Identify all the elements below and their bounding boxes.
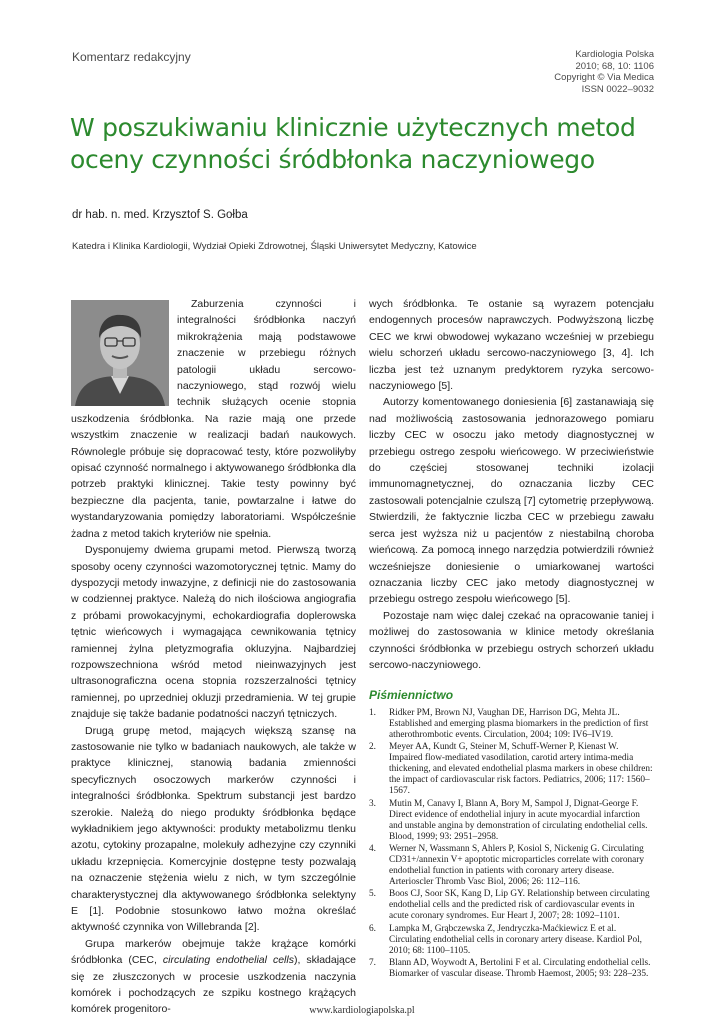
reference-item (369, 708, 654, 741)
article-title (70, 112, 670, 176)
reference-number: 3. (369, 798, 376, 809)
author-name: dr hab. n. med. Krzysztof S. Gołba (72, 209, 248, 221)
reference-text: Blann AD, Woywodt A, Bertolini F et al. Circulating endothelial cells. Biomarker of vascular disease. Thromb Haemost, 2005; 93: 228–235. (389, 957, 651, 979)
reference-number: 4. (369, 843, 376, 854)
reference-text: Mutin M, Canavy I, Blann A, Bory M, Sampol J, Dignat-George F. Direct evidence of endothelial injury in acute myocardial infarction and unstable angina by demonstration of circulating endothelial cells. Blood, 1999; 93: 2951–2958. (389, 798, 648, 842)
title-line-2: oceny czynności śródbłonka naczyniowego (70, 145, 595, 174)
reference-text: Boos CJ, Soor SK, Kang D, Lip GY. Relationship between circulating endothelial cells and the predicted risk of cardiovascular events in acute coronary syndromes. Eur Heart J, 2007; 28: 1092–1101. (389, 889, 650, 922)
reference-item (369, 889, 654, 922)
reference-item (369, 844, 654, 888)
journal-info (554, 49, 654, 95)
reference-number: 7. (369, 957, 376, 968)
reference-item (369, 958, 654, 980)
journal-copyright: Copyright © Via Medica (554, 72, 654, 83)
title-line-1: W poszukiwaniu klinicznie użytecznych metod (70, 113, 636, 142)
paragraph-4-end: ), składające się ze złuszczonych w procesie uszkodzenia naczynia komórek i pochodzących ze szpiku kostnego krążących komórek progenitoro- (71, 954, 356, 1016)
paragraph-4-start: Grupa markerów obejmuje także krążące komórki śródbłonka (CEC, (71, 937, 356, 967)
journal-citation: 2010; 68, 10: 1106 (575, 60, 654, 72)
reference-number: 5. (369, 889, 376, 900)
paragraph-5: Autorzy komentowanego doniesienia [6] zastanawiają się nad możliwością zastosowania jednorazowego pomiaru liczby CEC w osoczu jako metody diagnostycznej w przebiegu ostrego zespołu wieńcowego. W przeciwieństwie do częściej stosowanej techniki izolacji immunomagnetycznej, do oznaczania liczby CEC zastosowali potencjalnie czulszą [7] cytometrię przepływową. Stwierdzili, że faktycznie liczba CEC w przebiegu zawału serca jest wyższa niż u pacjentów z niestabilną choroba wieńcową. Za pomocą innego narzędzia potwierdzili również wcześniejsze doniesienie o umiarkowanej wartości oznaczania liczby CEC jako metody diagnostycznej w przebiegu ostrego zespołu wieńcowego [5]. (369, 396, 654, 606)
reference-item (369, 924, 654, 957)
section-label: Komentarz redakcyjny (72, 50, 191, 64)
author-portrait-icon (71, 300, 169, 406)
references-list (369, 708, 654, 980)
paragraph-3: Drugą grupę metod, mających większą szansę na zastosowanie nie tylko w badaniach naukowych, ale także w praktyce klinicznej, stanowią badania zmienności specyficznych osoczowych markerów czynności i integralności śródbłonka. Spektrum substancji jest bardzo szerokie. Należą do niego produkty śródbłonka będące wykładnikiem jego aktywności: produkty metabolizmu tlenku azotu, cytokiny prozapalne, molekuły adhezyjne czy czynniki układu krzepnięcia. Komercyjnie dostępne testy pozwalają na oznaczenie stężenia wielu z nich, w tym szczególnie charakterystycznej dla aktywowanego śródbłonka selektyny E [1]. Podobnie stosunkowo łatwo można określać aktywność czynnika von Willebranda [2]. (71, 724, 356, 934)
cec-term: circulating endothelial cells (162, 954, 294, 967)
journal-name: Kardiologia Polska (575, 49, 654, 60)
reference-number: 1. (369, 707, 376, 718)
journal-issn: ISSN 0022–9032 (581, 83, 654, 95)
paragraph-4-continued: wych śródbłonka. Te ostanie są wyrazem potencjału endogennych procesów naprawczych. Podwyższoną liczbę CEC we krwi obwodowej wykazano wcześniej w przebiegu wielu schorzeń układu sercowo-naczyniowego [3, 4]. Ich liczba jest też uznanym predyktorem ryzyka sercowo-naczyniowego [5]. (369, 298, 654, 393)
reference-text: Lampka M, Grąbczewska Z, Jendryczka-Maćkiewicz E et al. Circulating endothelial cells in coronary artery disease. Kardiol Pol, 2010; 68: 1100–1105. (389, 923, 643, 956)
references-heading: Piśmiennictwo (369, 688, 454, 703)
right-column (369, 296, 654, 981)
paragraph-6: Pozostaje nam więc dalej czekać na opracowanie taniej i możliwej do zastosowania w klinice metody określania czynności śródbłonka w przebiegu ostrych schorzeń układu sercowo-naczyniowego. (369, 609, 654, 671)
reference-item (369, 799, 654, 843)
paragraph-1: Zaburzenia czynności i integralności śródbłonka naczyń mikrokrążenia mają podstawowe znaczenie w przebiegu różnych patologii układu sercowo-naczyniowego, stąd rozwój wielu technik służących ocenie stopnia uszkodzenia śródbłonka. Na razie mają one przede wszystkim znaczenie w realizacji badań naukowych. Równolegle próbuje się dopracować testy, które pozwoliłyby opisać czynność normalnego i aktywowanego śródbłonka dla potrzeb praktyki klinicznej. Takie testy powinny być bezpieczne dla pacjenta, tanie, powtarzalne i łatwe do wystandaryzowania pomiędzy laboratoriami. Współcześnie żadna z metod takich kryteriów nie spełnia. (71, 298, 356, 540)
reference-text: Werner N, Wassmann S, Ahlers P, Kosiol S, Nickenig G. Circulating CD31+/annexin V+ apoptotic microparticles correlate with coronary endothelial function in patients with coronary artery disease. Arterioscler Thromb Vasc Biol, 2006; 26: 112–116. (389, 843, 645, 888)
footer-url[interactable]: www.kardiologiapolska.pl (309, 1005, 415, 1016)
reference-item (369, 742, 654, 797)
paragraph-2: Dysponujemy dwiema grupami metod. Pierwszą tworzą sposoby oceny czynności wazomotorycznej tętnic. Mamy do dyspozycji metody inwazyjne, z definicji nie do zastosowania w codziennej praktyce. Należą do nich ilościowa angiografia z próbami prowokacyjnymi, echokardiografia doplerowska tętnic wieńcowych i wymagająca cewnikowania tętnicy ramiennej żylna pletyzmografia okluzyjna. Najbardziej rozpowszechniona wśród metod nieinwazyjnych jest ultrasonograficzna ocena stopnia rozszerzalności tętnicy ramiennej, po uprzedniej okluzji przedramienia. W tej grupie znajduje się także badanie podatności naczyń tętniczych. (71, 544, 356, 721)
author-photo (71, 300, 169, 406)
reference-text: Meyer AA, Kundt G, Steiner M, Schuff-Werner P, Kienast W. Impaired flow-mediated vasodilation, carotid artery intima-media thickening, and elevated endothelial plasma markers in obese children: the impact of cardiovascular risk factors. Pediatrics, 2006; 117: 1560–1567. (389, 742, 653, 797)
reference-number: 2. (369, 742, 376, 753)
reference-number: 6. (369, 923, 376, 934)
reference-text: Ridker PM, Brown NJ, Vaughan DE, Harrison DG, Mehta JL. Established and emerging plasma biomarkers in the prediction of first atherothrombotic events. Circulation, 2004; 109: IV6–IV19. (389, 707, 649, 740)
author-affiliation: Katedra i Klinika Kardiologii, Wydział Opieki Zdrowotnej, Śląski Uniwersytet Medyczny, Katowice (72, 241, 477, 252)
left-column (71, 296, 356, 1018)
